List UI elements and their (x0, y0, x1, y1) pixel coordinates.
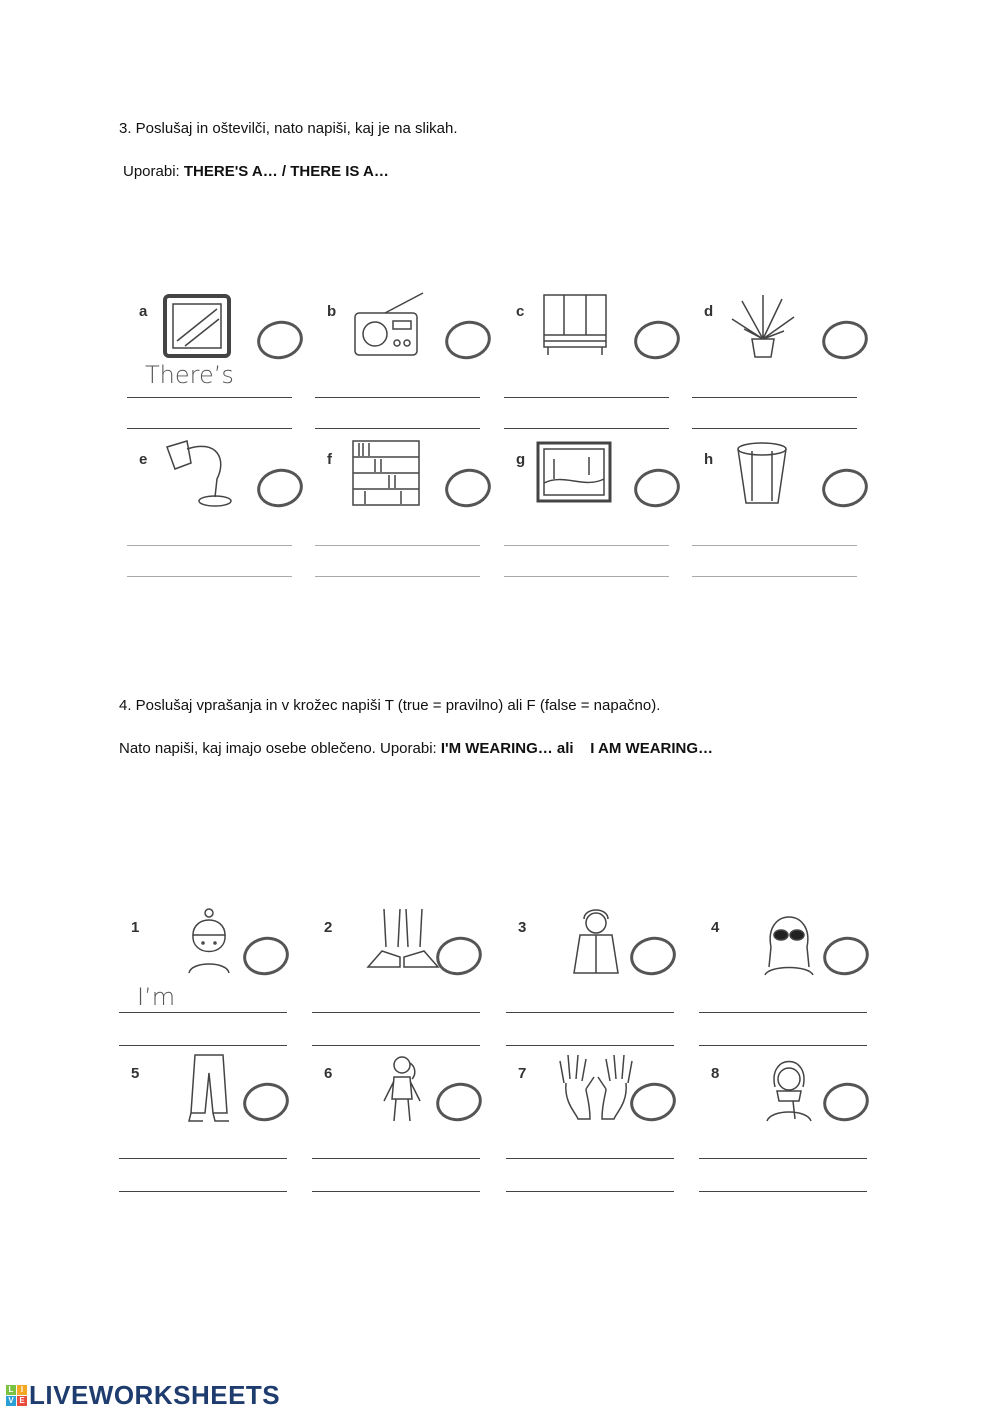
item-label: 7 (518, 1065, 527, 1082)
exercise-item (699, 1065, 867, 1195)
answer-line[interactable] (699, 1191, 867, 1192)
answer-line[interactable] (699, 1012, 867, 1013)
sandals-icon (362, 907, 442, 982)
answer-circle[interactable] (819, 465, 872, 512)
liveworksheets-logo (6, 1380, 280, 1411)
item-label: f (327, 451, 332, 468)
radio-icon (345, 291, 425, 366)
exercise-item (127, 303, 292, 433)
answer-line[interactable] (127, 397, 292, 398)
hat-boy-icon (169, 907, 249, 982)
swimsuit-girl-icon (362, 1053, 442, 1128)
exercise-item (127, 451, 292, 581)
item-label: 1 (131, 919, 140, 936)
exercise-item (699, 919, 867, 1049)
scarf-girl-icon (749, 1053, 829, 1128)
exercise-item (506, 1065, 674, 1195)
plant-icon (722, 291, 802, 366)
answer-line[interactable] (119, 1191, 287, 1192)
answer-line[interactable] (312, 1191, 480, 1192)
item-label: c (516, 303, 525, 320)
answer-line[interactable] (127, 545, 292, 546)
answer-line[interactable] (119, 1158, 287, 1159)
usage-prefix: Uporabi: (123, 163, 184, 180)
exercise-item (506, 919, 674, 1049)
answer-line[interactable] (504, 545, 669, 546)
answer-line[interactable] (692, 428, 857, 429)
exercise-item (692, 451, 857, 581)
exercise-item (692, 303, 857, 433)
answer-line[interactable] (119, 1012, 287, 1013)
item-label: 3 (518, 919, 527, 936)
wardrobe-icon (534, 291, 614, 366)
answer-line[interactable] (506, 1158, 674, 1159)
logo-letter: L (6, 1385, 16, 1395)
bookcase-icon (345, 439, 425, 514)
section3-instruction: 3. Poslušaj in oštevilči, nato napiši, kaj je na slikah. (119, 120, 458, 137)
item-label: 4 (711, 919, 720, 936)
answer-line[interactable] (506, 1191, 674, 1192)
answer-circle[interactable] (442, 465, 495, 512)
pot-icon (722, 439, 802, 514)
item-label: e (139, 451, 148, 468)
answer-line[interactable] (504, 428, 669, 429)
answer-circle[interactable] (819, 317, 872, 364)
exercise-item (312, 919, 480, 1049)
exercise-item (119, 919, 287, 1049)
answer-line[interactable] (119, 1045, 287, 1046)
exercise-item (315, 451, 480, 581)
answer-line[interactable] (692, 545, 857, 546)
logo-text: LIVEWORKSHEETS (29, 1380, 281, 1410)
answer-line[interactable] (315, 545, 480, 546)
item-label: 5 (131, 1065, 140, 1082)
answer-line[interactable] (699, 1045, 867, 1046)
item-label: 2 (324, 919, 333, 936)
mirror-icon (157, 291, 237, 366)
exercise-item (119, 1065, 287, 1195)
answer-circle[interactable] (442, 317, 495, 364)
section4-instruction: 4. Poslušaj vprašanja in v krožec napiši T (true = pravilno) ali F (false = napačno). (119, 697, 661, 714)
section4-usage (119, 740, 713, 757)
answer-line[interactable] (504, 576, 669, 577)
answer-line[interactable] (692, 576, 857, 577)
item-label: g (516, 451, 526, 468)
answer-line[interactable] (692, 397, 857, 398)
usage-phrase: I'M WEARING… ali I AM WEARING… (440, 740, 714, 757)
example-answer: I’m (137, 983, 176, 1011)
item-label: 6 (324, 1065, 333, 1082)
answer-line[interactable] (312, 1158, 480, 1159)
logo-letter: I (17, 1385, 27, 1395)
answer-line[interactable] (127, 576, 292, 577)
exercise-item (315, 303, 480, 433)
answer-circle[interactable] (254, 465, 307, 512)
exercise-item (504, 451, 669, 581)
usage-prefix: Nato napiši, kaj imajo osebe oblečeno. Uporabi: (119, 740, 441, 757)
answer-line[interactable] (699, 1158, 867, 1159)
coat-icon (556, 907, 636, 982)
answer-line[interactable] (127, 428, 292, 429)
answer-circle[interactable] (631, 317, 684, 364)
section3-usage (123, 163, 389, 180)
answer-line[interactable] (504, 397, 669, 398)
answer-line[interactable] (312, 1012, 480, 1013)
item-label: 8 (711, 1065, 720, 1082)
item-label: d (704, 303, 714, 320)
answer-line[interactable] (312, 1045, 480, 1046)
sunglasses-girl-icon (749, 907, 829, 982)
answer-line[interactable] (315, 428, 480, 429)
answer-circle[interactable] (631, 465, 684, 512)
exercise-item (312, 1065, 480, 1195)
answer-line[interactable] (315, 576, 480, 577)
answer-line[interactable] (506, 1045, 674, 1046)
logo-box-icon (6, 1385, 27, 1406)
usage-phrase: THERE'S A… / THERE IS A… (183, 163, 389, 180)
answer-line[interactable] (506, 1012, 674, 1013)
trousers-icon (169, 1053, 249, 1128)
example-answer: There’s (145, 361, 234, 389)
gloves-icon (556, 1053, 636, 1128)
answer-circle[interactable] (254, 317, 307, 364)
item-label: h (704, 451, 714, 468)
picture-icon (534, 439, 614, 514)
logo-letter: E (17, 1396, 27, 1406)
item-label: a (139, 303, 148, 320)
item-label: b (327, 303, 337, 320)
exercise-item (504, 303, 669, 433)
lamp-icon (157, 439, 237, 514)
logo-letter: V (6, 1396, 16, 1406)
answer-line[interactable] (315, 397, 480, 398)
